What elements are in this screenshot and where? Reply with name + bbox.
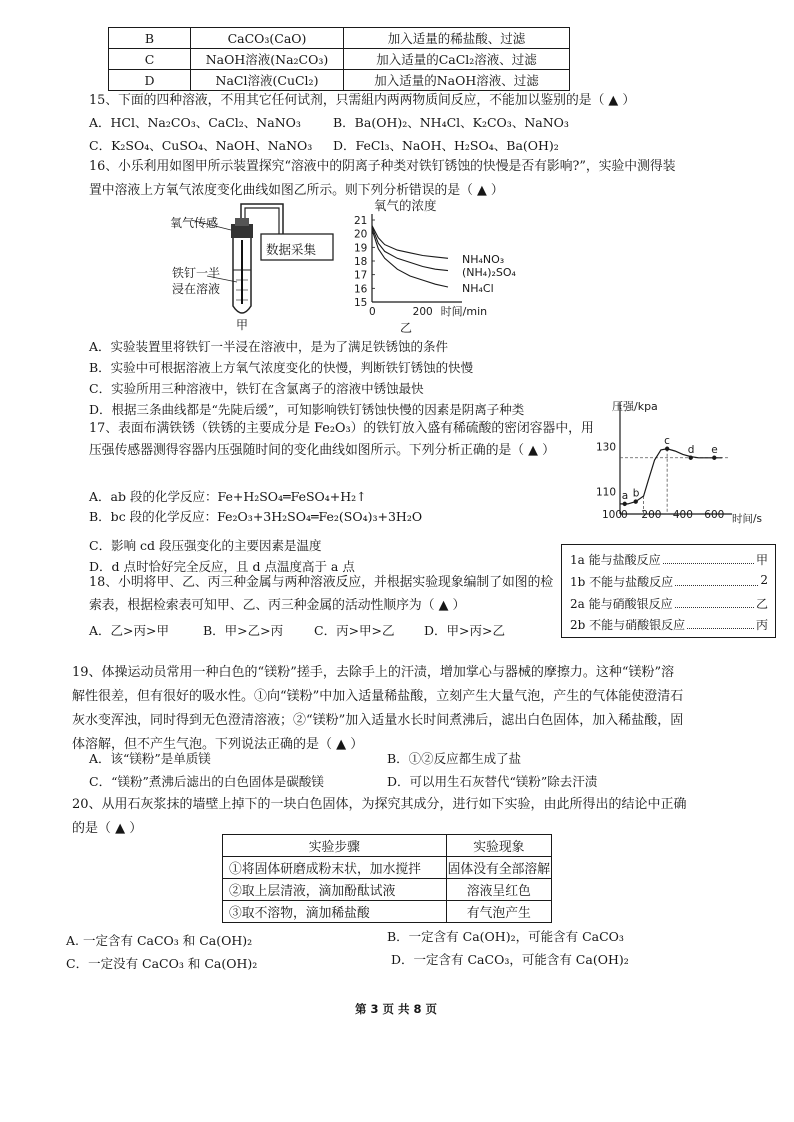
row-label: B (109, 28, 191, 49)
experiment-table (222, 834, 552, 923)
table-cell: 固体没有全部溶解 (446, 857, 551, 879)
point-label: e (711, 443, 718, 456)
nail-label-line1: 铁钉一半 (172, 266, 221, 280)
key-text: 2a 能与硝酸银反应 (570, 597, 673, 611)
q16-option-a: A．实验装置里将铁钉一半浸在溶液中，是为了满足铁锈蚀的条件 (89, 339, 449, 354)
point-label: d (687, 443, 695, 456)
key-text: 1b 不能与盐酸反应 (570, 575, 674, 589)
key-text: 2b 不能与硝酸银反应 (570, 618, 686, 632)
curve-point (634, 499, 638, 503)
y-tick-label: 17 (354, 269, 368, 282)
q20-option-c: C．一定没有 CaCO₃ 和 Ca(OH)₂ (66, 956, 258, 971)
row-substance: NaOH溶液(Na₂CO₃) (191, 49, 344, 70)
series-label: NH₄NO₃ (462, 253, 505, 266)
key-row (570, 573, 768, 590)
table-row (223, 901, 552, 923)
q20-option-b: B．一定含有 Ca(OH)₂，可能含有 CaCO₃ (387, 929, 624, 944)
q16-option-d: D．根据三条曲线都是“先陡后缓”，可知影响铁钉锈蚀快慢的因素是阴离子种类 (89, 402, 525, 417)
key-target: 2 (760, 573, 768, 587)
point-label: a (621, 489, 629, 502)
q18-stem: 18、小明将甲、乙、丙三种金属与两种溶液反应，并根据实验现象编制了如图的检索表，根据检索表可知甲、乙、丙三种金属的活动性顺序为（ ▲ ） (89, 575, 554, 613)
row-substance: CaCO₃(CaO) (191, 28, 344, 49)
oxygen-chart (352, 196, 572, 338)
q15-option-c: C．K₂SO₄、CuSO₄、NaOH、NaNO₃ (89, 138, 313, 153)
x-tick-label: 200 (641, 509, 662, 521)
q15-option-d: D．FeCl₃、NaOH、H₂SO₄、Ba(OH)₂ (333, 138, 559, 153)
q18-option-d: D．甲>丙>乙 (424, 623, 505, 638)
q17-option-b: B．bc 段的化学反应：Fe₂O₃+3H₂SO₄═Fe₂(SO₄)₃+3H₂O (89, 509, 423, 524)
x-tick-label: 0 (621, 509, 628, 521)
q17-option-d: D．d 点时恰好完全反应，且 d 点温度高于 a 点 (89, 559, 355, 574)
table-header: 实验步骤 (223, 835, 447, 857)
curve-point (712, 456, 716, 460)
series-line (372, 226, 448, 259)
q18-option-c: C．丙>甲>乙 (314, 623, 395, 638)
chart-title: 氧气的浓度 (374, 198, 437, 213)
table-cell: ①将固体研磨成粉末状，加水搅拌 (223, 857, 447, 879)
x-axis-label: 时间/min (440, 305, 488, 318)
row-substance: NaCl溶液(CuCl₂) (191, 70, 344, 91)
table-row (223, 879, 552, 901)
key-target: 乙 (755, 597, 768, 611)
top-table (108, 27, 570, 91)
y-tick-label: 20 (354, 228, 368, 241)
row-method: 加入适量的稀盐酸、过滤 (344, 28, 570, 49)
y-tick-label: 19 (354, 242, 368, 255)
curve-point (665, 447, 669, 451)
y-tick-label: 16 (354, 283, 368, 296)
table-cell: ②取上层清液，滴加酚酞试液 (223, 879, 447, 901)
q15-stem: 15、下面的四种溶液，不用其它任何试剂，只需組内两两物质间反应，不能加以鉴别的是（ ▲ ） (89, 93, 636, 108)
key-target: 丙 (755, 618, 768, 632)
q16-option-b: B．实验中可根据溶液上方氧气浓度变化的快慢，判断铁钉锈蚀的快慢 (89, 360, 474, 375)
y-tick-label: 18 (354, 256, 368, 268)
q20-stem: 20、从用石灰浆抹的墙壁上掉下的一块白色固体，为探究其成分，进行如下实验，由此所得出的结论中正确的是（ ▲ ） (72, 797, 687, 836)
y-tick-label: 130 (596, 441, 617, 454)
x-axis-label: 时间/s (732, 513, 763, 525)
x-tick-label: 0 (369, 306, 376, 318)
q17-stem: 17、表面布满铁锈（铁锈的主要成分是 Fe₂O₃）的铁钉放入盛有稀硫酸的密闭容器中，用压强传感器测得容器内压强随时间的变化曲线如图所示。下列分析正确的是（ ▲ ） (89, 421, 594, 458)
q19-option-b: B．①②反应都生成了盐 (387, 751, 522, 766)
key-row (570, 595, 768, 612)
key-row (570, 616, 768, 633)
q19-option-d: D．可以用生石灰替代“镁粉”除去汗渍 (387, 774, 598, 789)
row-method: 加入适量的CaCl₂溶液、过滤 (344, 49, 570, 70)
y-tick-label: 21 (354, 215, 368, 227)
x-tick-label: 400 (672, 509, 693, 521)
q19-option-c: C．“镁粉”煮沸后滤出的白色固体是碳酸镁 (89, 774, 324, 789)
series-label: (NH₄)₂SO₄ (462, 266, 516, 279)
curve-point (623, 502, 627, 506)
y-axis-label: 压强/kpa (612, 400, 658, 413)
series-line (372, 230, 448, 287)
table-cell: 溶液呈红色 (446, 879, 551, 901)
series-label: NH₄Cl (462, 282, 494, 295)
row-label: D (109, 70, 191, 91)
point-label: b (632, 487, 640, 500)
curve-point (689, 456, 693, 460)
q18-option-a: A．乙>丙>甲 (89, 623, 169, 638)
y-tick-label: 110 (596, 486, 617, 499)
fig-label-yi: 乙 (400, 321, 413, 335)
q17-option-c: C．影响 cd 段压强变化的主要因素是温度 (89, 538, 322, 553)
q20-option-a: A. 一定含有 CaCO₃ 和 Ca(OH)₂ (66, 933, 253, 948)
x-tick-label: 600 (704, 509, 725, 521)
q18-option-b: B．甲>乙>丙 (203, 623, 284, 638)
row-label: C (109, 49, 191, 70)
x-tick-label: 200 (412, 306, 433, 318)
y-tick-label: 15 (354, 297, 368, 309)
row-method: 加入适量的NaOH溶液、过滤 (344, 70, 570, 91)
pressure-chart (592, 396, 772, 528)
nail-label-line2: 浸在溶液 (172, 282, 221, 296)
table-row (223, 857, 552, 879)
fig-label-jia: 甲 (236, 318, 249, 332)
q16-stem: 16、小乐利用如图甲所示装置探究“溶液中的阴离子种类对铁钉锈蚀的快慢是否有影响?”，实验中测得装置中溶液上方氧气浓度变化曲线如图乙所示。则下列分析错误的是（ ▲ ） (89, 159, 676, 198)
q15-option-a: A．HCl、Na₂CO₃、CaCl₂、NaNO₃ (89, 115, 301, 130)
key-box (561, 544, 776, 638)
table-cell: ③取不溶物，滴加稀盐酸 (223, 901, 447, 923)
table-cell: 有气泡产生 (446, 901, 551, 923)
q20-option-d: D．一定含有 CaCO₃，可能含有 Ca(OH)₂ (391, 952, 629, 967)
table-header: 实验现象 (446, 835, 551, 857)
series-line (372, 227, 448, 271)
key-text: 1a 能与盐酸反应 (570, 553, 661, 567)
q15-option-b: B．Ba(OH)₂、NH₄Cl、K₂CO₃、NaNO₃ (333, 115, 569, 130)
data-box-label: 数据采集 (266, 242, 317, 257)
key-row (570, 551, 768, 568)
q19-option-a: A．该“镁粉”是单质镁 (89, 751, 211, 766)
page-footer: 第 3 页 共 8 页 (355, 1002, 438, 1016)
q19-stem: 19、体操运动员常用一种白色的“镁粉”搓手，去除手上的汗渍，增加掌心与器械的摩擦力。这种“镁粉”溶解性很差，但有很好的吸水性。①向“镁粉”中加入适量稀盐酸，立刻产生大量气泡，产生的气体能使澄清石灰水变浑浊，同时得到无色澄清溶液；②“镁粉”加入适量水长时间煮沸后，滤出白色固体，加入稀盐酸，固体溶解，但不产生气泡。下列说法正确的是（ ▲ ） (72, 665, 684, 752)
q17-option-a: A．ab 段的化学反应：Fe+H₂SO₄═FeSO₄+H₂↑ (89, 489, 367, 504)
y-tick-label: 100 (602, 509, 623, 521)
key-target: 甲 (755, 553, 768, 567)
q16-option-c: C．实验所用三种溶液中，铁钉在含氯离子的溶液中锈蚀最快 (89, 381, 424, 396)
sensor-label: 氧气传感 (170, 216, 219, 230)
point-label: c (664, 434, 670, 447)
